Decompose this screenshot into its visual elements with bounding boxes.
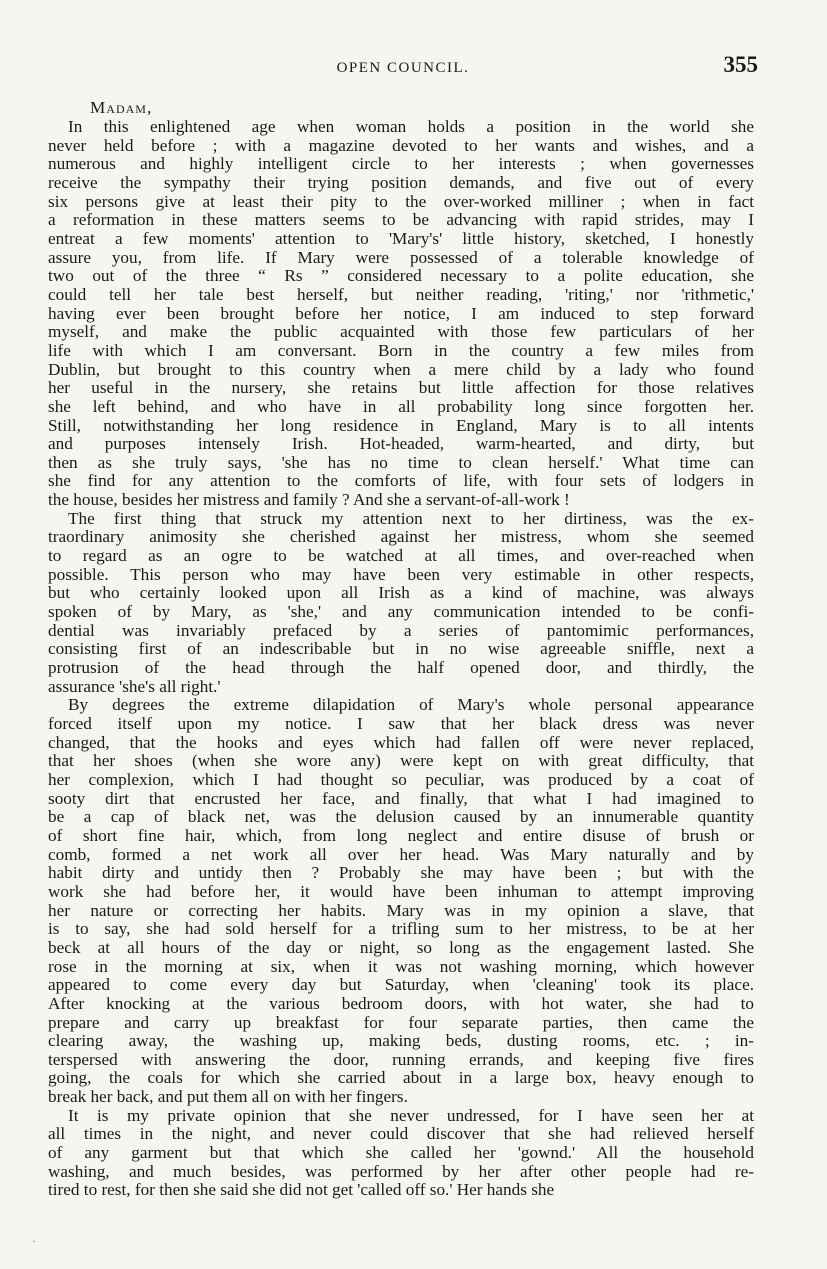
- text-line: prepare and carry up breakfast for four separate parties, then came the: [48, 1012, 754, 1032]
- text-line: beck at all hours of the day or night, so long as the engagement lasted. She: [48, 937, 754, 957]
- text-line: Dublin, but brought to this country when a mere child by a lady who found: [48, 359, 754, 379]
- page-number: 355: [723, 52, 758, 77]
- text-line: work she had before her, it would have been inhuman to attempt improving: [48, 881, 754, 901]
- text-line: protrusion of the head through the half opened door, and thirdly, the: [48, 658, 754, 678]
- text-line: After knocking at the various bedroom doors, with hot water, she had to: [48, 993, 754, 1013]
- text-line: never held before ; with a magazine devoted to her wants and wishes, and a: [48, 135, 754, 155]
- text-line: is to say, she had sold herself for a trifling sum to her mistress, to be at her: [48, 919, 754, 939]
- text-line: assure you, from life. If Mary were possessed of a tolerable knowledge of: [48, 247, 754, 267]
- running-title: OPEN COUNCIL.: [336, 60, 470, 76]
- text-line: the house, besides her mistress and family ? And she a servant-of-all-work !: [48, 490, 570, 510]
- text-line: terspersed with answering the door, running errands, and keeping five fires: [48, 1049, 754, 1069]
- letter-body: [48, 98, 754, 1200]
- text-line: and purposes intensely Irish. Hot-headed, warm-hearted, and dirty, but: [48, 434, 754, 454]
- text-line: two out of the three “ Rs ” considered necessary to a polite education, she: [48, 266, 754, 286]
- text-line: her nature or correcting her habits. Mary was in my opinion a slave, that: [48, 900, 754, 920]
- paragraph: [48, 510, 754, 697]
- text-line: of any garment but that which she called her 'gownd.' All the household: [48, 1143, 754, 1163]
- paragraph: [48, 1107, 754, 1200]
- text-line: receive the sympathy their trying position demands, and five out of every: [48, 172, 754, 192]
- text-line: numerous and highly intelligent circle to her interests ; when governesses: [48, 154, 754, 174]
- text-line: clearing away, the washing up, making beds, dusting rooms, etc. ; in-: [48, 1031, 754, 1051]
- text-line: spoken of by Mary, as 'she,' and any communication intended to be confi-: [48, 602, 754, 622]
- text-line: she find for any attention to the comforts of life, with four sets of lodgers in: [48, 471, 754, 491]
- paragraph: [48, 118, 754, 510]
- text-line: comb, formed a net work all over her head. Was Mary naturally and by: [48, 844, 754, 864]
- text-line: all times in the night, and never could discover that she had relieved herself: [48, 1124, 754, 1144]
- salutation: Madam,: [90, 98, 153, 117]
- text-line: life with which I am conversant. Born in the country a few miles from: [48, 340, 754, 360]
- text-line: traordinary animosity she cherished against her mistress, whom she seemed: [48, 527, 754, 547]
- text-line: going, the coals for which she carried about in a large box, heavy enough to: [48, 1068, 754, 1088]
- running-header: [48, 52, 758, 82]
- text-line: habit dirty and untidy then ? Probably she may have been ; but with the: [48, 863, 754, 883]
- paragraph: [48, 696, 754, 1106]
- text-line: could tell her tale best herself, but neither reading, 'riting,' nor 'rithmetic,': [48, 284, 754, 304]
- text-line: dential was invariably prefaced by a series of pantomimic performances,: [48, 620, 754, 640]
- text-line: possible. This person who may have been very estimable in other respects,: [48, 564, 754, 584]
- text-line: consisting first of an indescribable but in no wise agreeable sniffle, next a: [48, 639, 754, 659]
- text-line: forced itself upon my notice. I saw that her black dress was never: [48, 714, 754, 733]
- text-line: washing, and much besides, was performed by her after other people had re-: [48, 1161, 754, 1181]
- paragraphs: [48, 118, 754, 1200]
- text-line: to regard as an ogre to be watched at all times, and over-reached when: [48, 546, 754, 566]
- text-line: a reformation in these matters seems to be advancing with rapid strides, may I: [48, 210, 754, 230]
- text-line: By degrees the extreme dilapidation of Mary's whole personal appearance: [68, 695, 754, 715]
- text-line: appeared to come every day but Saturday, when 'cleaning' took its place.: [48, 975, 754, 995]
- text-line: break her back, and put them all on with her fingers.: [48, 1087, 408, 1107]
- text-line: having ever been brought before her notice, I am induced to step forward: [48, 303, 754, 323]
- text-line: be a cap of black net, was the delusion caused by an innumerable quantity: [48, 807, 754, 827]
- text-line: tired to rest, for then she said she did not get 'called off so.' Her hands she: [48, 1180, 555, 1200]
- text-line: rose in the morning at six, when it was not washing morning, which however: [48, 956, 754, 976]
- text-line: assurance 'she's all right.': [48, 676, 221, 696]
- text-line: sooty dirt that encrusted her face, and finally, that what I had imagined to: [48, 788, 754, 808]
- text-line: six persons give at least their pity to the over-worked milliner ; when in fact: [48, 191, 754, 211]
- text-line: The first thing that struck my attention next to her dirtiness, was the ex-: [68, 508, 754, 528]
- text-line: changed, that the hooks and eyes which had fallen off were never replaced,: [48, 732, 754, 752]
- text-line: but who certainly looked upon all Irish as a kind of machine, was always: [48, 583, 754, 603]
- text-line: entreat a few moments' attention to 'Mary's' little history, sketched, I honestly: [48, 228, 754, 248]
- text-line: her complexion, which I had thought so peculiar, was produced by a coat of: [48, 769, 754, 789]
- text-line: her useful in the nursery, she retains but little affection for those relatives: [48, 378, 754, 398]
- text-line: of short fine hair, which, from long neglect and entire disuse of brush or: [48, 825, 754, 845]
- text-line: Still, notwithstanding her long residence in England, Mary is to all intents: [48, 415, 754, 435]
- text-line: then as she truly says, 'she has no time to clean herself.' What time can: [48, 452, 754, 472]
- text-line: myself, and make the public acquainted with those few particulars of her: [48, 322, 754, 342]
- text-line: that her shoes (when she wore any) were kept on with great difficulty, that: [48, 751, 754, 771]
- text-line: she left behind, and who have in all probability long since forgotten her.: [48, 396, 754, 416]
- text-line: It is my private opinion that she never undressed, for I have seen her at: [68, 1105, 754, 1125]
- margin-mark: ·: [32, 1234, 36, 1248]
- text-line: In this enlightened age when woman holds a position in the world she: [68, 117, 754, 136]
